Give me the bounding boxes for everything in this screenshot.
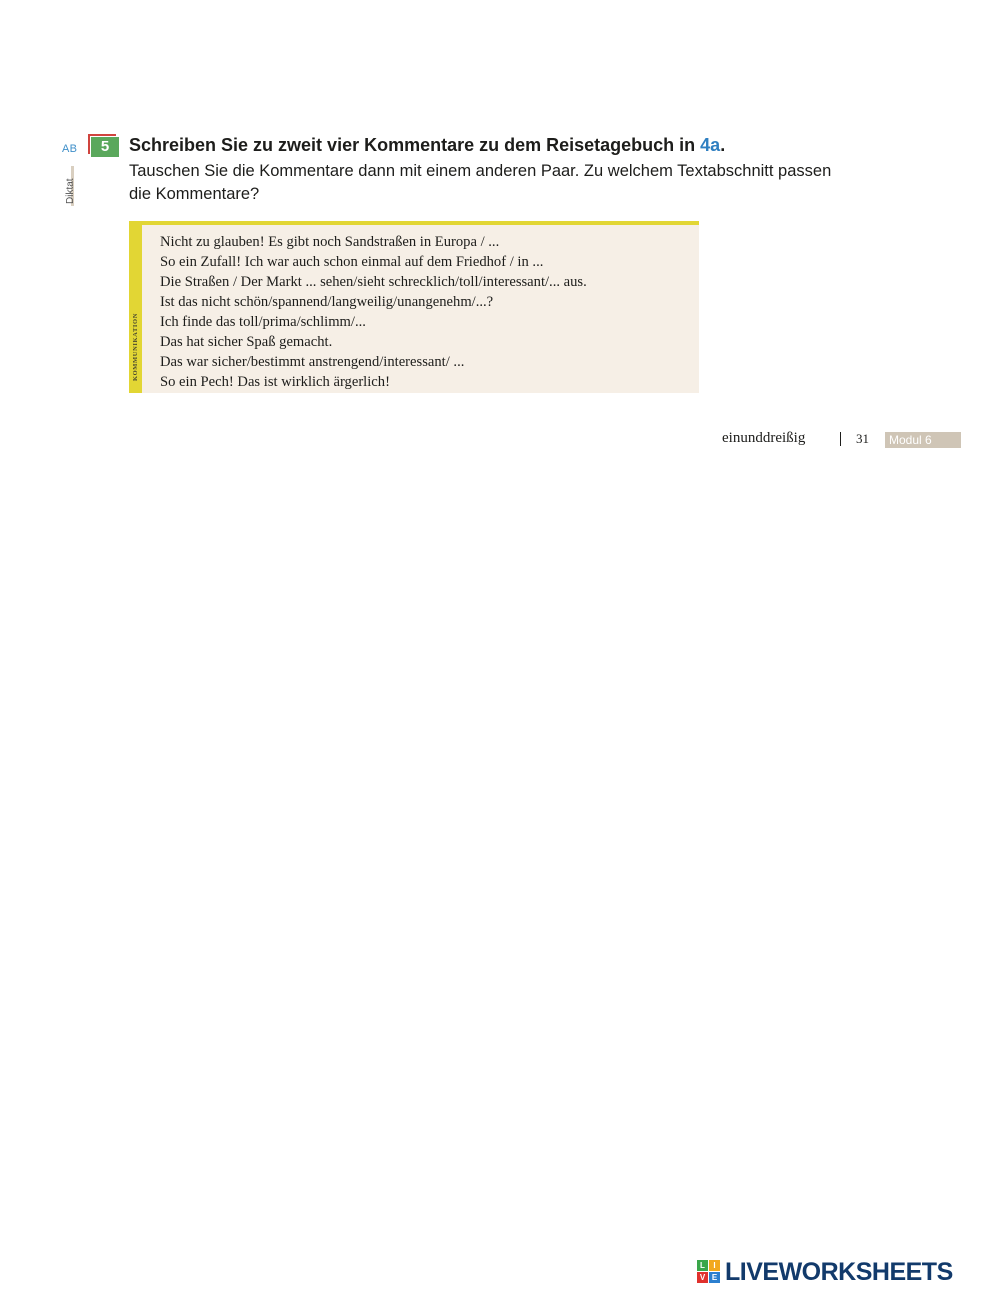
kommunikation-box xyxy=(129,221,699,393)
kommunikation-label: KOMMUNIKATION xyxy=(132,313,139,381)
phrase-item: Das hat sicher Spaß gemacht. xyxy=(160,334,333,350)
task-number-badge xyxy=(88,134,118,156)
page-number: 31 xyxy=(856,431,869,446)
logo-tile: V xyxy=(697,1272,708,1283)
logo-tile: E xyxy=(709,1272,720,1283)
phrase-item: Ist das nicht schön/spannend/langweilig/unangenehm/...? xyxy=(160,294,494,310)
diktat-label: Diktat xyxy=(65,178,76,204)
liveworksheets-logo-icon xyxy=(697,1260,721,1284)
task-number: 5 xyxy=(91,137,119,157)
phrase-item: Nicht zu glauben! Es gibt noch Sandstraßen in Europa / ... xyxy=(160,234,500,250)
logo-tile: L xyxy=(697,1260,708,1271)
phrase-item: So ein Pech! Das ist wirklich ärgerlich! xyxy=(160,374,390,390)
phrase-item: Ich finde das toll/prima/schlimm/... xyxy=(160,314,366,330)
module-label: Modul 6 xyxy=(885,432,961,448)
task-instruction: Tauschen Sie die Kommentare dann mit einem anderen Paar. Zu welchem Textabschnitt passen die Kommentare? xyxy=(129,162,832,203)
kommunikation-side-bar xyxy=(129,225,142,393)
logo-tile: I xyxy=(709,1260,720,1271)
task-title-reference: 4a xyxy=(700,135,721,155)
task-title-end: . xyxy=(720,135,726,155)
footer-divider xyxy=(840,432,841,446)
phrase-list xyxy=(160,232,587,392)
liveworksheets-wordmark: LIVEWORKSHEETS xyxy=(725,1258,953,1286)
phrase-item: Die Straßen / Der Markt ... sehen/sieht schrecklich/toll/interessant/... aus. xyxy=(160,274,587,290)
task-title xyxy=(129,135,725,156)
diktat-marker xyxy=(58,166,74,206)
workbook-reference-label: AB xyxy=(62,143,78,155)
page-number-word: einunddreißig xyxy=(722,430,806,446)
phrase-item: So ein Zufall! Ich war auch schon einmal auf dem Friedhof / in ... xyxy=(160,254,544,270)
phrase-item: Das war sicher/bestimmt anstrengend/interessant/ ... xyxy=(160,354,465,370)
task-title-text: Schreiben Sie zu zweit vier Kommentare zu dem Reisetagebuch in xyxy=(129,135,701,155)
